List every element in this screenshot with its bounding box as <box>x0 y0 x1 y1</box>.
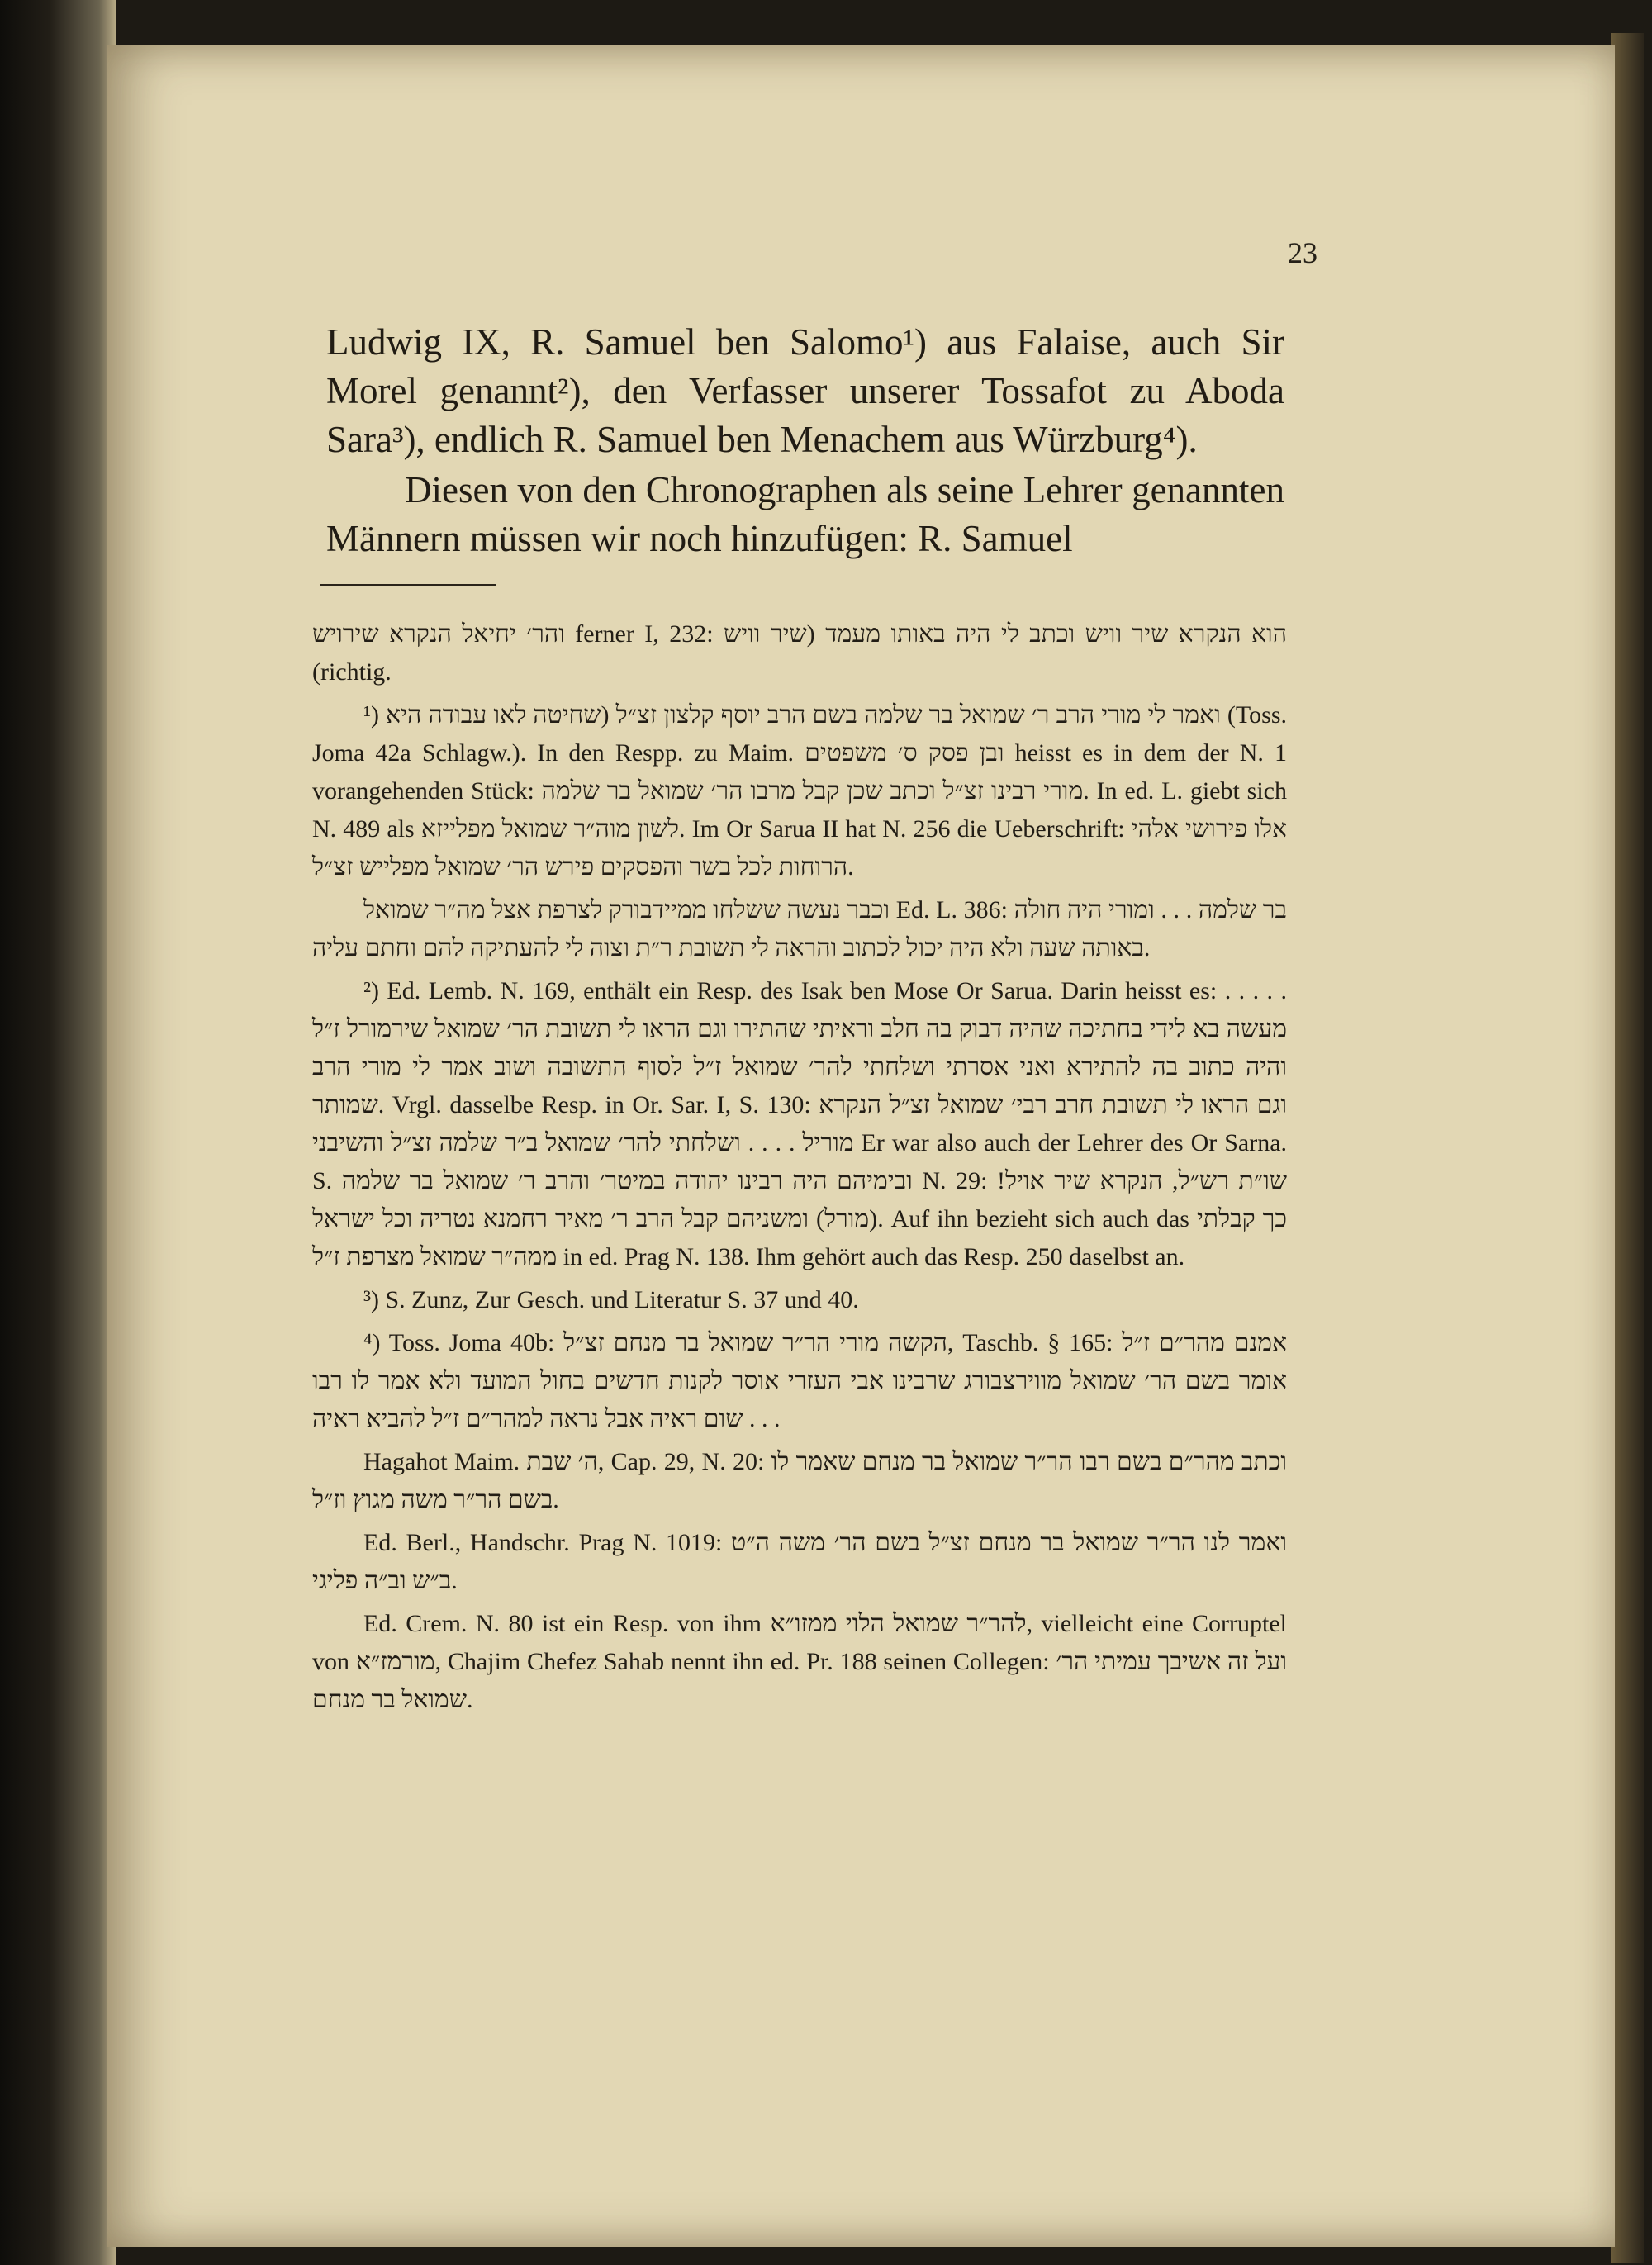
footnote-4-cont: Hagahot Maim. ה׳ שבת, Cap. 29, N. 20: וכתב מהר״ם בשם רבו הר״ר שמואל בר מנחם שאמר לו בשם הר״ר משה מגוץ וז״ל. <box>312 1448 1287 1513</box>
footnote-2: ²) Ed. Lemb. N. 169, enthält ein Resp. des Isak ben Mose Or Sarua. Darin heisst es: . . . . . מעשה בא לידי בחתיכה שהיה דבוק בה חלב וראיתי שהתירו וגם הראו לי תשובת הר׳ שמואל שירמורל ז״ל והיה כתוב בה להתירא ואני אסרתי ושלחתי להר׳ שמואל ז״ל לסוף התשובה ושוב אמר לי מורי הרב שמותר. Vrgl. dasselbe Resp. in Or. Sar. I, S. 130: וגם הראו לי תשובת חרב רבי׳ שמואל זצ״ל הנקרא מוריל . . . . ושלחתי להר׳ שמואל ב״ר שלמה זצ״ל והשיבני Er war also auch der Lehrer des Or Sarna. S. ובימיהם היה רבינו יהודה במיטר׳ והרב ר׳ שמואל בר שלמה N. 29: שו״ת רש״ל, הנקרא שיר אויל! (מורל) ומשניהם קבל הרב ר׳ מאיר רחמנא נטריה וכל ישראל. Auf ihn bezieht sich auch das כך קבלתי ממה״ר שמואל מצרפת ז״ל in ed. Prag N. 138. Ihm gehört auch das Resp. 250 daselbst an. <box>312 977 1288 1270</box>
footnotes <box>312 615 1287 1724</box>
footnote-4: ⁴) Toss. Joma 40b: הקשה מורי הר״ר שמואל בר מנחם זצ״ל, Taschb. § 165: אמנם מהר״ם ז״ל אומר בשם הר׳ שמואל מווירצבורג שרבינו אבי העזרי אוסר לקנות חדשים בחול המועד ולא אמר לו רבו שום ראיה אבל נראה למהר״ם ז״ל להביא ראיה . . . <box>312 1329 1288 1432</box>
footnote-3: ³) S. Zunz, Zur Gesch. und Literatur S. 37 und 40. <box>363 1286 859 1313</box>
footnote-1-cont: וכבר נעשה ששלחו ממיידבורק לצרפת אצל מה״ר שמואל Ed. L. 386: בר שלמה . . . ומורי היה חולה באותה שעה ולא היה יכול לכתוב והראה לי תשובת ר״ת וצוה לי להעתיקה להם וחתם עליה. <box>312 896 1287 962</box>
main-paragraph: Diesen von den Chronographen als seine Lehrer genannten Männern müssen wir noch hinzufügen: R. Samuel <box>326 469 1284 559</box>
book-spine <box>0 0 116 2265</box>
page-edge <box>1611 33 1644 2263</box>
footnote-4-cont: Ed. Berl., Handschr. Prag N. 1019: ואמר לנו הר״ר שמואל בר מנחם זצ״ל בשם הר׳ משה ה״ט ב״ש וב״ה פליגי. <box>312 1529 1287 1594</box>
footnote-1: ¹) ואמר לי מורי הרב ר׳ שמואל בר שלמה בשם הרב יוסף קלצון זצ״ל (שחיטה לאו עבודה היא (Toss. Joma 42a Schlagw.). In den Respp. zu Maim. ובן פסק ס׳ משפטים heisst es in dem der N. 1 vorangehenden Stück: מורי רבינו זצ״ל וכתב שכן קבל מרבו הר׳ שמואל בר שלמה. In ed. L. giebt sich N. 489 als לשון מוה״ר שמואל מפלייזא. Im Or Sarua II hat N. 256 die Ueberschrift: אלו פירושי אלהי הרוחות לכל בשר והפסקים פירש הר׳ שמואל מפלייש זצ״ל. <box>312 701 1288 881</box>
page-number: 23 <box>1288 236 1317 269</box>
footnote-rule <box>320 584 496 586</box>
main-paragraph: Ludwig IX, R. Samuel ben Salomo¹) aus Falaise, auch Sir Morel genannt²), den Verfasser unserer Tossafot zu Aboda Sara³), endlich R. Samuel ben Menachem aus Würzburg⁴). <box>326 321 1284 460</box>
main-text <box>326 318 1284 563</box>
footnote-continuation: והר׳ יחיאל הנקרא שירויש ferner I, 232: הוא הנקרא שיר וויש וכתב לי היה באותו מעמד (שיר וויש (richtig. <box>312 620 1287 686</box>
footnote-4-cont: Ed. Crem. N. 80 ist ein Resp. von ihm להר״ר שמואל הלוי ממזו״א, vielleicht eine Corruptel von מורמז״א, Chajim Chefez Sahab nennt ihn ed. Pr. 188 seinen Collegen: ועל זה אשיבך עמיתי הר׳ שמואל בר מנחם. <box>312 1610 1288 1713</box>
